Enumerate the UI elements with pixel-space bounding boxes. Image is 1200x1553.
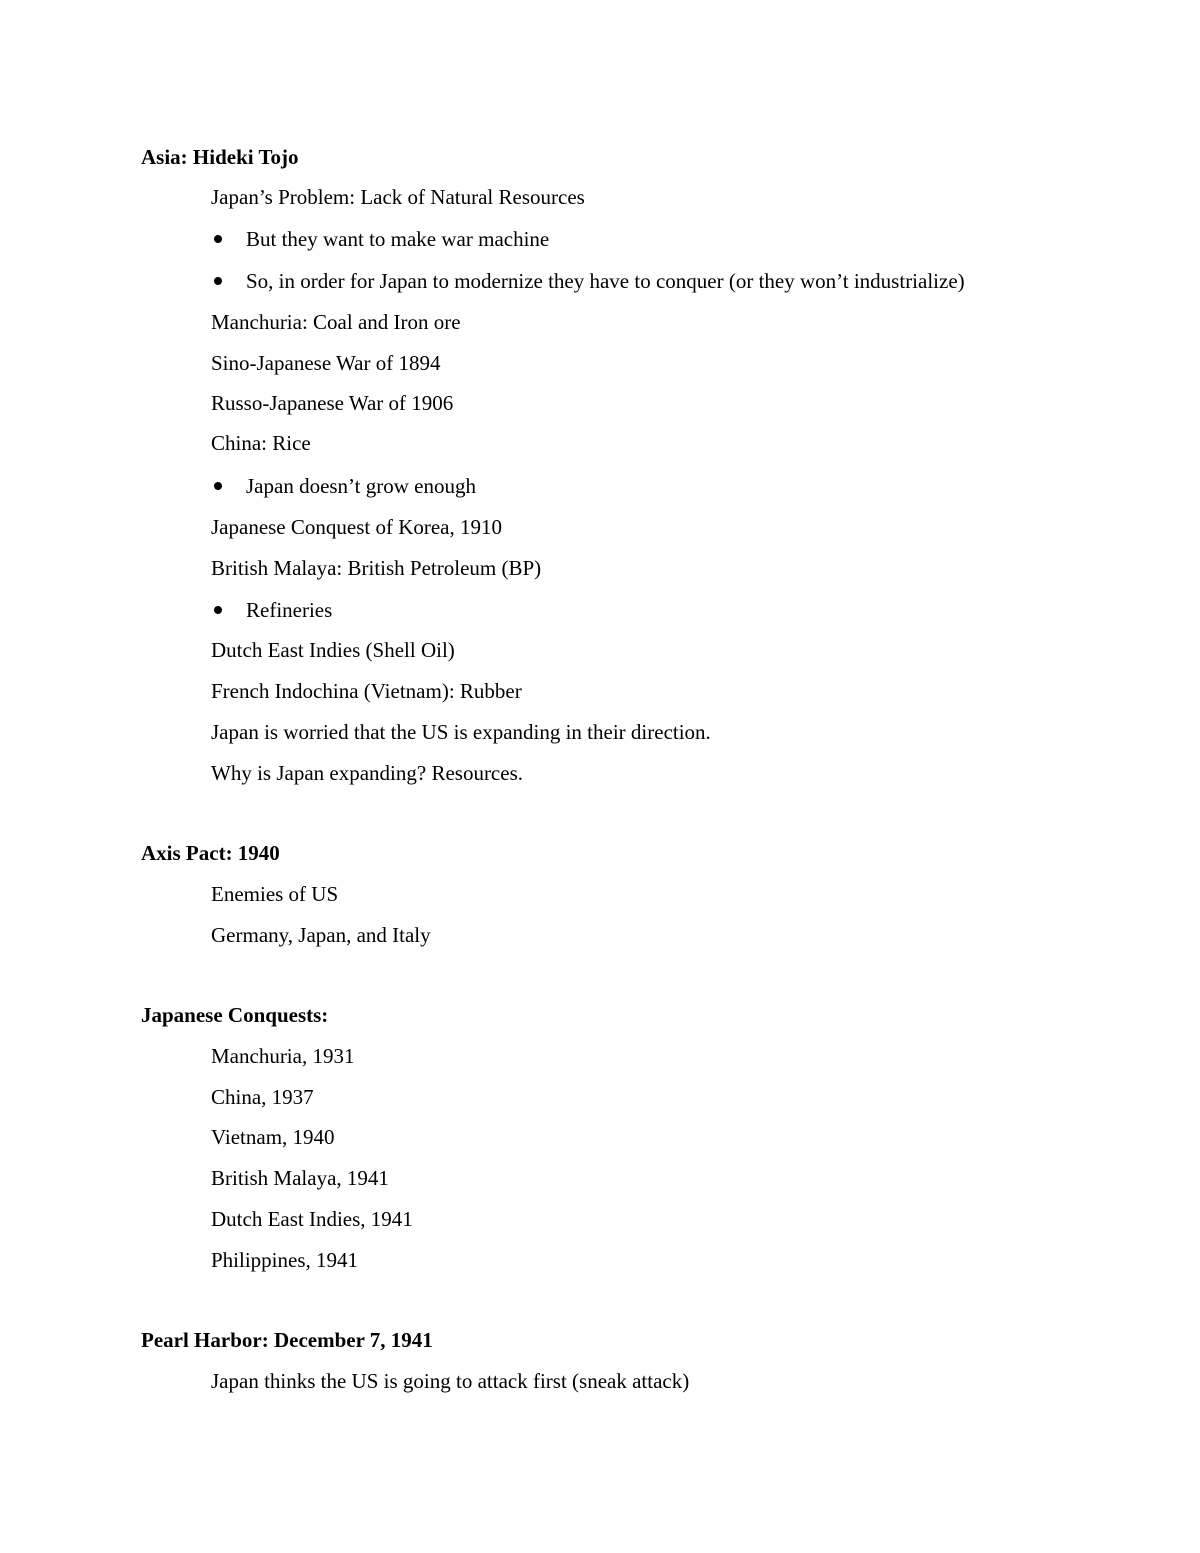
note-line: Japanese Conquest of Korea, 1910 bbox=[211, 515, 503, 539]
note-line: Philippines, 1941 bbox=[211, 1248, 359, 1272]
bullet-text: So, in order for Japan to modernize they have to conquer (or they won’t industrialize) bbox=[246, 269, 965, 293]
bullet-text: But they want to make war machine bbox=[246, 227, 550, 251]
note-line: Japan thinks the US is going to attack first (sneak attack) bbox=[211, 1369, 690, 1393]
note-line: Japan’s Problem: Lack of Natural Resources bbox=[211, 185, 585, 209]
bullet-dot-icon bbox=[214, 235, 222, 243]
note-line: Russo-Japanese War of 1906 bbox=[211, 391, 454, 415]
note-line: Germany, Japan, and Italy bbox=[211, 923, 431, 947]
note-line: Manchuria: Coal and Iron ore bbox=[211, 310, 461, 334]
bullet-dot-icon bbox=[214, 482, 222, 490]
note-line: Enemies of US bbox=[211, 882, 339, 906]
note-line: Vietnam, 1940 bbox=[211, 1125, 335, 1149]
bullet-text: Refineries bbox=[246, 598, 333, 622]
note-line: Sino-Japanese War of 1894 bbox=[211, 351, 441, 375]
note-line: China: Rice bbox=[211, 431, 311, 455]
note-line: Dutch East Indies (Shell Oil) bbox=[211, 638, 455, 662]
note-line: China, 1937 bbox=[211, 1085, 314, 1109]
section-heading-pearl-harbor: Pearl Harbor: December 7, 1941 bbox=[141, 1328, 433, 1352]
bullet-text: Japan doesn’t grow enough bbox=[246, 474, 476, 498]
section-heading-asia: Asia: Hideki Tojo bbox=[141, 145, 299, 169]
note-line: Dutch East Indies, 1941 bbox=[211, 1207, 413, 1231]
note-line: British Malaya: British Petroleum (BP) bbox=[211, 556, 542, 580]
note-line: Manchuria, 1931 bbox=[211, 1044, 355, 1068]
note-line: British Malaya, 1941 bbox=[211, 1166, 389, 1190]
note-line: Japan is worried that the US is expanding in their direction. bbox=[211, 720, 711, 744]
note-line: French Indochina (Vietnam): Rubber bbox=[211, 679, 522, 703]
bullet-dot-icon bbox=[214, 277, 222, 285]
section-heading-japanese-conquests: Japanese Conquests: bbox=[141, 1003, 329, 1027]
section-heading-axis-pact: Axis Pact: 1940 bbox=[141, 841, 280, 865]
bullet-dot-icon bbox=[214, 606, 222, 614]
note-line: Why is Japan expanding? Resources. bbox=[211, 761, 523, 785]
